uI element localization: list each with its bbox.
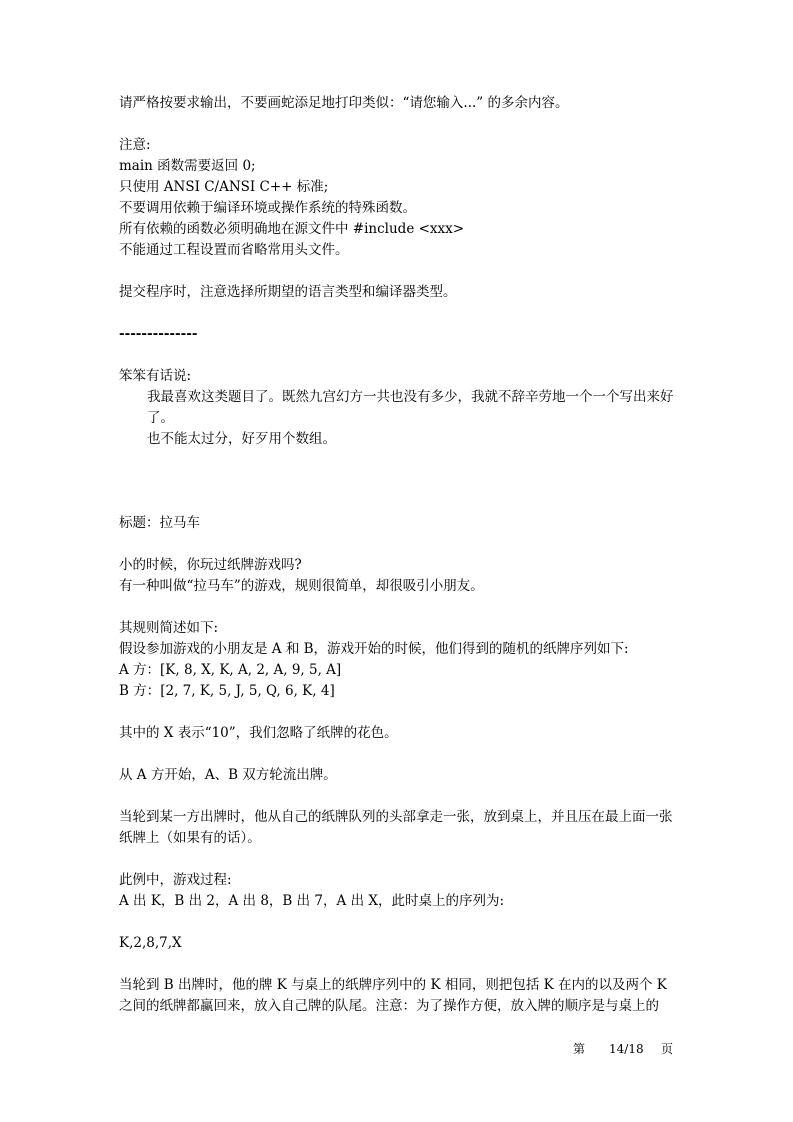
note-item-1: main 函数需要返回 0; [119, 158, 256, 174]
note-title: 注意: [119, 137, 151, 153]
page-footer [573, 1040, 673, 1057]
note-item-3: 不要调用依赖于编译环境或操作系统的特殊函数。 [119, 200, 416, 216]
rules-line-1: 假设参加游戏的小朋友是 A 和 B，游戏开始的时候，他们得到的随机的纸牌序列如下: [119, 641, 629, 657]
intro-line-1: 小的时候，你玩过纸牌游戏吗? [119, 557, 302, 573]
intro-line-2: 有一种叫做“拉马车”的游戏，规则很简单，却很吸引小朋友。 [119, 578, 484, 594]
rules-player-a: A 方：[K, 8, X, K, A, 2, A, 9, 5, A] [119, 662, 342, 678]
footer-di: 第 [573, 1042, 586, 1056]
comment-paragraph-1: 我最喜欢这类题目了。既然九宫幻方一共也没有多少，我就不辞辛劳地一个一个写出来好了。 [147, 389, 674, 426]
separator-line: -------------- [119, 326, 198, 342]
start-rule: 从 A 方开始，A、B 双方轮流出牌。 [119, 767, 337, 783]
turn-rule: 当轮到某一方出牌时，他从自己的纸牌队列的头部拿走一张，放到桌上，并且压在最上面一张纸牌上（如果有的话）。 [119, 809, 673, 846]
note-item-2: 只使用 ANSI C/ANSI C++ 标准; [119, 179, 329, 195]
win-rule: 当轮到 B 出牌时，他的牌 K 与桌上的纸牌序列中的 K 相同，则把包括 K 在内的以及两个 K 之间的纸牌都赢回来，放入自己牌的队尾。注意：为了操作方便，放入牌的顺序是与桌上的 [119, 977, 667, 1014]
submit-instruction: 提交程序时，注意选择所期望的语言类型和编译器类型。 [119, 284, 457, 300]
example-line-1: A 出 K，B 出 2，A 出 8，B 出 7，A 出 X，此时桌上的序列为: [119, 893, 505, 909]
comment-title: 笨笨有话说: [119, 368, 192, 384]
paragraph-output-instruction: 请严格按要求输出，不要画蛇添足地打印类似：“请您输入...” 的多余内容。 [119, 95, 569, 111]
footer-page-number: 14/18 [609, 1042, 644, 1056]
note-item-5: 不能通过工程设置而省略常用头文件。 [119, 242, 349, 258]
example-title: 此例中，游戏过程: [119, 872, 232, 888]
rules-title: 其规则简述如下: [119, 620, 219, 636]
comment-paragraph-2: 也不能太过分，好歹用个数组。 [147, 431, 336, 447]
footer-ye: 页 [661, 1042, 674, 1056]
document-body [119, 93, 679, 1017]
note-item-4: 所有依赖的函数必须明确地在源文件中 #include <xxx> [119, 221, 465, 237]
rules-player-b: B 方：[2, 7, K, 5, J, 5, Q, 6, K, 4] [119, 683, 335, 699]
problem-title: 标题：拉马车 [119, 515, 200, 531]
table-sequence: K,2,8,7,X [119, 935, 182, 951]
x-note: 其中的 X 表示“10”，我们忽略了纸牌的花色。 [119, 725, 398, 741]
